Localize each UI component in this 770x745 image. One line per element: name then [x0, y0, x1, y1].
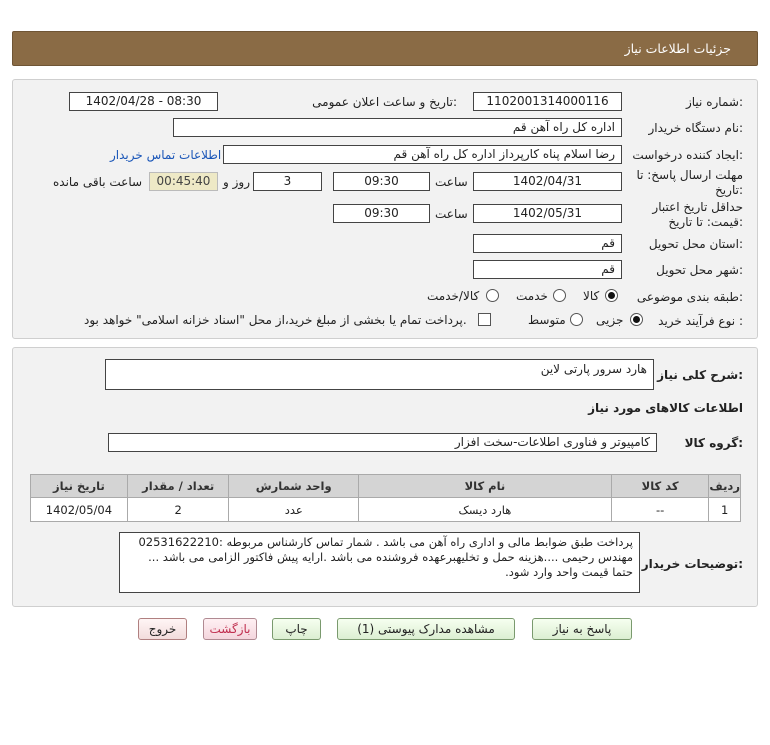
category-radio-service[interactable] — [553, 289, 566, 302]
process-label: نوع فرآیند خرید : — [658, 314, 743, 328]
category-radio-goods[interactable] — [605, 289, 618, 302]
treasury-payment-checkbox[interactable] — [478, 313, 491, 326]
category-label: طبقه بندی موضوعی: — [636, 290, 743, 304]
validity-time-label: ساعت — [435, 207, 468, 221]
treasury-payment-note: پرداخت تمام یا بخشی از مبلغ خرید،از محل "اسناد خزانه اسلامی" خواهد بود. — [84, 313, 467, 327]
col-need-date: تاریخ نیاز — [31, 475, 128, 498]
cell-unit: عدد — [229, 498, 359, 522]
city-label: شهر محل تحویل: — [656, 263, 743, 277]
back-button[interactable]: بازگشت — [203, 618, 257, 640]
city-field: قم — [473, 260, 622, 279]
page-title: جزئیات اطلاعات نیاز — [624, 41, 731, 56]
buyer-contact-link[interactable]: اطلاعات تماس خریدار — [110, 148, 222, 162]
process-radio-small[interactable] — [630, 313, 643, 326]
exit-button[interactable]: خروج — [138, 618, 187, 640]
cell-item-name: هارد دیسک — [359, 498, 612, 522]
col-unit: واحد شمارش — [229, 475, 359, 498]
announce-label: تاریخ و ساعت اعلان عمومی: — [312, 95, 457, 109]
buyer-org-field: اداره کل راه آهن قم — [173, 118, 622, 137]
reply-button[interactable]: پاسخ به نیاز — [532, 618, 632, 640]
deadline-time-label: ساعت — [435, 175, 468, 189]
cell-row-number: 1 — [709, 498, 741, 522]
deadline-date-field: 1402/04/31 — [473, 172, 622, 191]
process-radio-medium[interactable] — [570, 313, 583, 326]
category-option-goods-service: کالا/خدمت — [427, 289, 480, 303]
print-button[interactable]: چاپ — [272, 618, 321, 640]
days-label: روز و — [223, 175, 250, 189]
need-number-field: 1102001314000116 — [473, 92, 622, 111]
buyer-notes-label: توضیحات خریدار: — [641, 557, 743, 571]
deadline-label-2: تاریخ: — [715, 183, 743, 197]
province-field: قم — [473, 234, 622, 253]
remaining-time-field: 00:45:40 — [149, 172, 218, 191]
validity-time-field: 09:30 — [333, 204, 430, 223]
requester-field: رضا اسلام پناه کارپرداز اداره کل راه آهن قم — [223, 145, 622, 164]
goods-group-field: کامپیوتر و فناوری اطلاعات-سخت افزار — [108, 433, 657, 452]
category-option-service: خدمت — [516, 289, 548, 303]
col-row-number: ردیف — [709, 475, 741, 498]
province-label: استان محل تحویل: — [648, 237, 743, 251]
table-row — [31, 498, 741, 522]
process-option-medium: متوسط — [528, 313, 566, 327]
requester-label: ایجاد کننده درخواست: — [632, 148, 743, 162]
goods-group-label: گروه کالا: — [684, 436, 743, 450]
validity-label-1: حداقل تاریخ اعتبار — [652, 200, 743, 214]
category-radio-goods-service[interactable] — [486, 289, 499, 302]
col-item-name: نام کالا — [359, 475, 612, 498]
page-header — [12, 31, 758, 66]
remaining-label: ساعت باقی مانده — [53, 175, 143, 189]
summary-field: هارد سرور پارتی لاین — [105, 359, 654, 390]
announce-field: 1402/04/28 - 08:30 — [69, 92, 218, 111]
goods-info-title: اطلاعات کالاهای مورد نیاز — [588, 401, 743, 415]
col-quantity: تعداد / مقدار — [127, 475, 229, 498]
buyer-org-label: نام دستگاه خریدار: — [648, 121, 743, 135]
cell-item-code: -- — [611, 498, 709, 522]
process-option-small: جزیی — [596, 313, 624, 327]
summary-label: شرح کلی نیاز: — [657, 368, 743, 382]
validity-date-field: 1402/05/31 — [473, 204, 622, 223]
need-number-label: شماره نیاز: — [685, 95, 743, 109]
cell-need-date: 1402/05/04 — [31, 498, 128, 522]
days-field: 3 — [253, 172, 322, 191]
cell-quantity: 2 — [127, 498, 229, 522]
deadline-label-1: مهلت ارسال پاسخ: تا — [636, 168, 743, 182]
goods-table-header — [31, 475, 741, 498]
deadline-time-field: 09:30 — [333, 172, 430, 191]
view-attachments-button[interactable]: مشاهده مدارک پیوستی (1) — [337, 618, 515, 640]
goods-table — [30, 474, 741, 522]
buyer-notes-field: پرداخت طبق ضوابط مالی و اداری راه آهن می باشد . شمار تماس کارشناس مربوطه :02531622210 مهندس رحیمی ....هزینه حمل و تخلیهبرعهده فروشنده می باشد .ارایه پیش فاکتور الزامی می باشد ... حتما قیمت واحد وارد شود. — [119, 532, 640, 593]
validity-label-2: قیمت: تا تاریخ: — [668, 215, 743, 229]
col-item-code: کد کالا — [611, 475, 709, 498]
category-option-goods: کالا — [583, 289, 600, 303]
